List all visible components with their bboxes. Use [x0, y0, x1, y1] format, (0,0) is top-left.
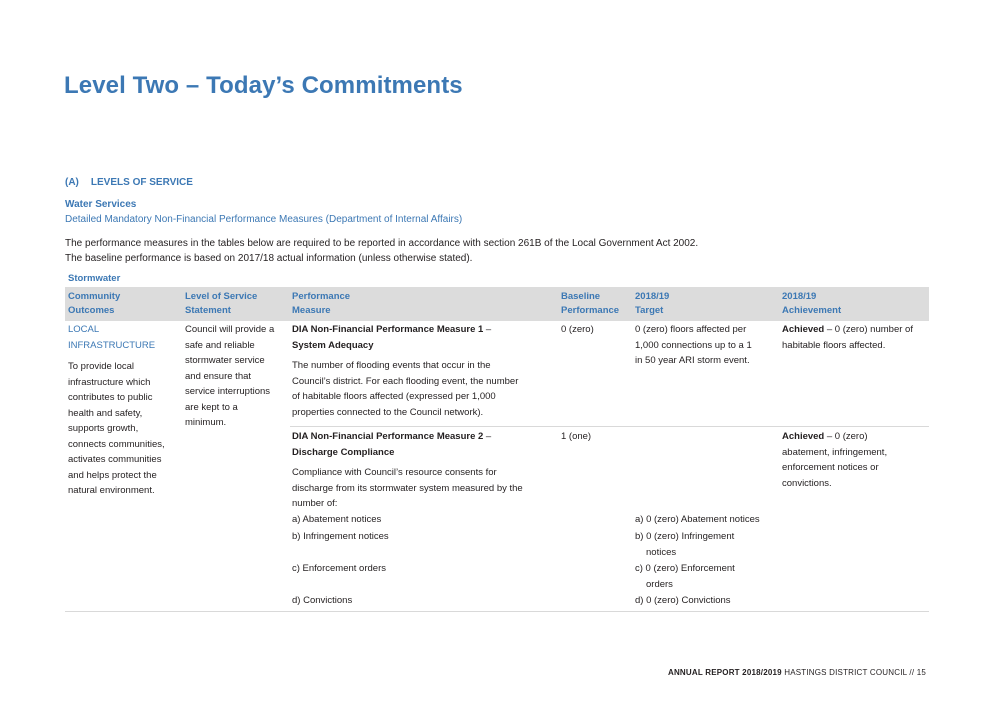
- achievement-2: Achieved – 0 (zero) abatement, infringement, enforcement notices or convictions.: [782, 431, 888, 489]
- measure-2: DIA Non-Financial Performance Measure 2 – Discharge Compliance Compliance with Council’s resource consents for discharge from its stormwater system measured by the number of:: [292, 429, 557, 512]
- target-2-item: b) 0 (zero) Infringement notices: [635, 531, 735, 558]
- intro-line: The performance measures in the tables below are required to be reported in accordance with section 261B of the Local Government Act 2002.: [65, 238, 699, 249]
- achievement-1-status: Achieved: [782, 324, 825, 335]
- service-subtitle: Detailed Mandatory Non-Financial Performance Measures (Department of Internal Affairs): [65, 214, 463, 225]
- baseline-2: 1 (one): [561, 431, 592, 442]
- section-letter: (A): [65, 177, 79, 188]
- baseline-1: 0 (zero): [561, 324, 594, 335]
- section-heading-text: LEVELS OF SERVICE: [90, 177, 193, 188]
- section-heading: [65, 177, 193, 188]
- intro-line: The baseline performance is based on 2017/18 actual information (unless otherwise stated).: [65, 253, 473, 264]
- community-outcome-text: To provide local infrastructure which contributes to public health and safety, supports growth, connects communities, activates communities and helps protect the natural environment.: [68, 361, 165, 496]
- measure-2-subtitle: Discharge Compliance: [292, 446, 395, 458]
- measure-2-item: b) Infringement notices: [292, 531, 389, 542]
- table-caption: Stormwater: [68, 273, 121, 284]
- intro-text: [65, 236, 925, 266]
- header-level-of-service: Level of Service Statement: [185, 291, 258, 316]
- measure-1-subtitle: System Adequacy: [292, 339, 374, 351]
- service-title: Water Services: [65, 199, 137, 210]
- target-2-item: a) 0 (zero) Abatement notices: [635, 514, 760, 525]
- target-2-item: d) 0 (zero) Convictions: [635, 595, 731, 606]
- footer-council: HASTINGS DISTRICT COUNCIL // 15: [781, 668, 926, 677]
- measure-2-title: DIA Non-Financial Performance Measure 2: [292, 431, 484, 442]
- measure-2-item: d) Convictions: [292, 595, 353, 606]
- header-target: 2018/19 Target: [635, 291, 670, 316]
- measure-2-item: c) Enforcement orders: [292, 563, 386, 574]
- page-title: Level Two – Today’s Commitments: [64, 72, 463, 99]
- page-footer: [668, 668, 926, 677]
- table-header: [65, 287, 929, 321]
- target-2-item: c) 0 (zero) Enforcement orders: [635, 563, 735, 590]
- level-of-service-statement: Council will provide a safe and reliable stormwater service and ensure that service interruptions are kept to a minimum.: [185, 324, 275, 428]
- measure-2-description: Compliance with Council’s resource consents for discharge from its stormwater system measured by the number of:: [292, 467, 523, 509]
- measure-2-item: a) Abatement notices: [292, 514, 382, 525]
- achievement-2-status: Achieved: [782, 431, 825, 442]
- achievement-1: Achieved – 0 (zero) number of habitable floors affected.: [782, 324, 913, 351]
- footer-report: ANNUAL REPORT 2018/2019: [667, 668, 782, 677]
- measure-1-title: DIA Non-Financial Performance Measure 1: [292, 324, 484, 335]
- measure-1-description: The number of flooding events that occur in the Council’s district. For each flooding event, the number of habitable floors affected (expressed per 1,000 properties connected to the Council network).: [292, 360, 519, 418]
- target-1: 0 (zero) floors affected per 1,000 connections up to a 1 in 50 year ARI storm event.: [635, 324, 752, 366]
- header-performance-measure: Performance Measure: [292, 291, 351, 316]
- row-divider: [290, 426, 929, 427]
- header-community-outcomes: Community Outcomes: [68, 291, 121, 316]
- measure-1: DIA Non-Financial Performance Measure 1 – System Adequacy The number of flooding events that occur in the Council’s district. For each flooding event, the number of habitable floors affected (expressed per 1,000 properties connected to the Council network).: [292, 322, 557, 420]
- header-baseline: Baseline Performance: [561, 291, 620, 316]
- table-bottom-rule: [65, 611, 929, 612]
- community-tag: LOCAL INFRASTRUCTURE: [68, 324, 156, 351]
- header-achievement: 2018/19 Achievement: [782, 291, 842, 316]
